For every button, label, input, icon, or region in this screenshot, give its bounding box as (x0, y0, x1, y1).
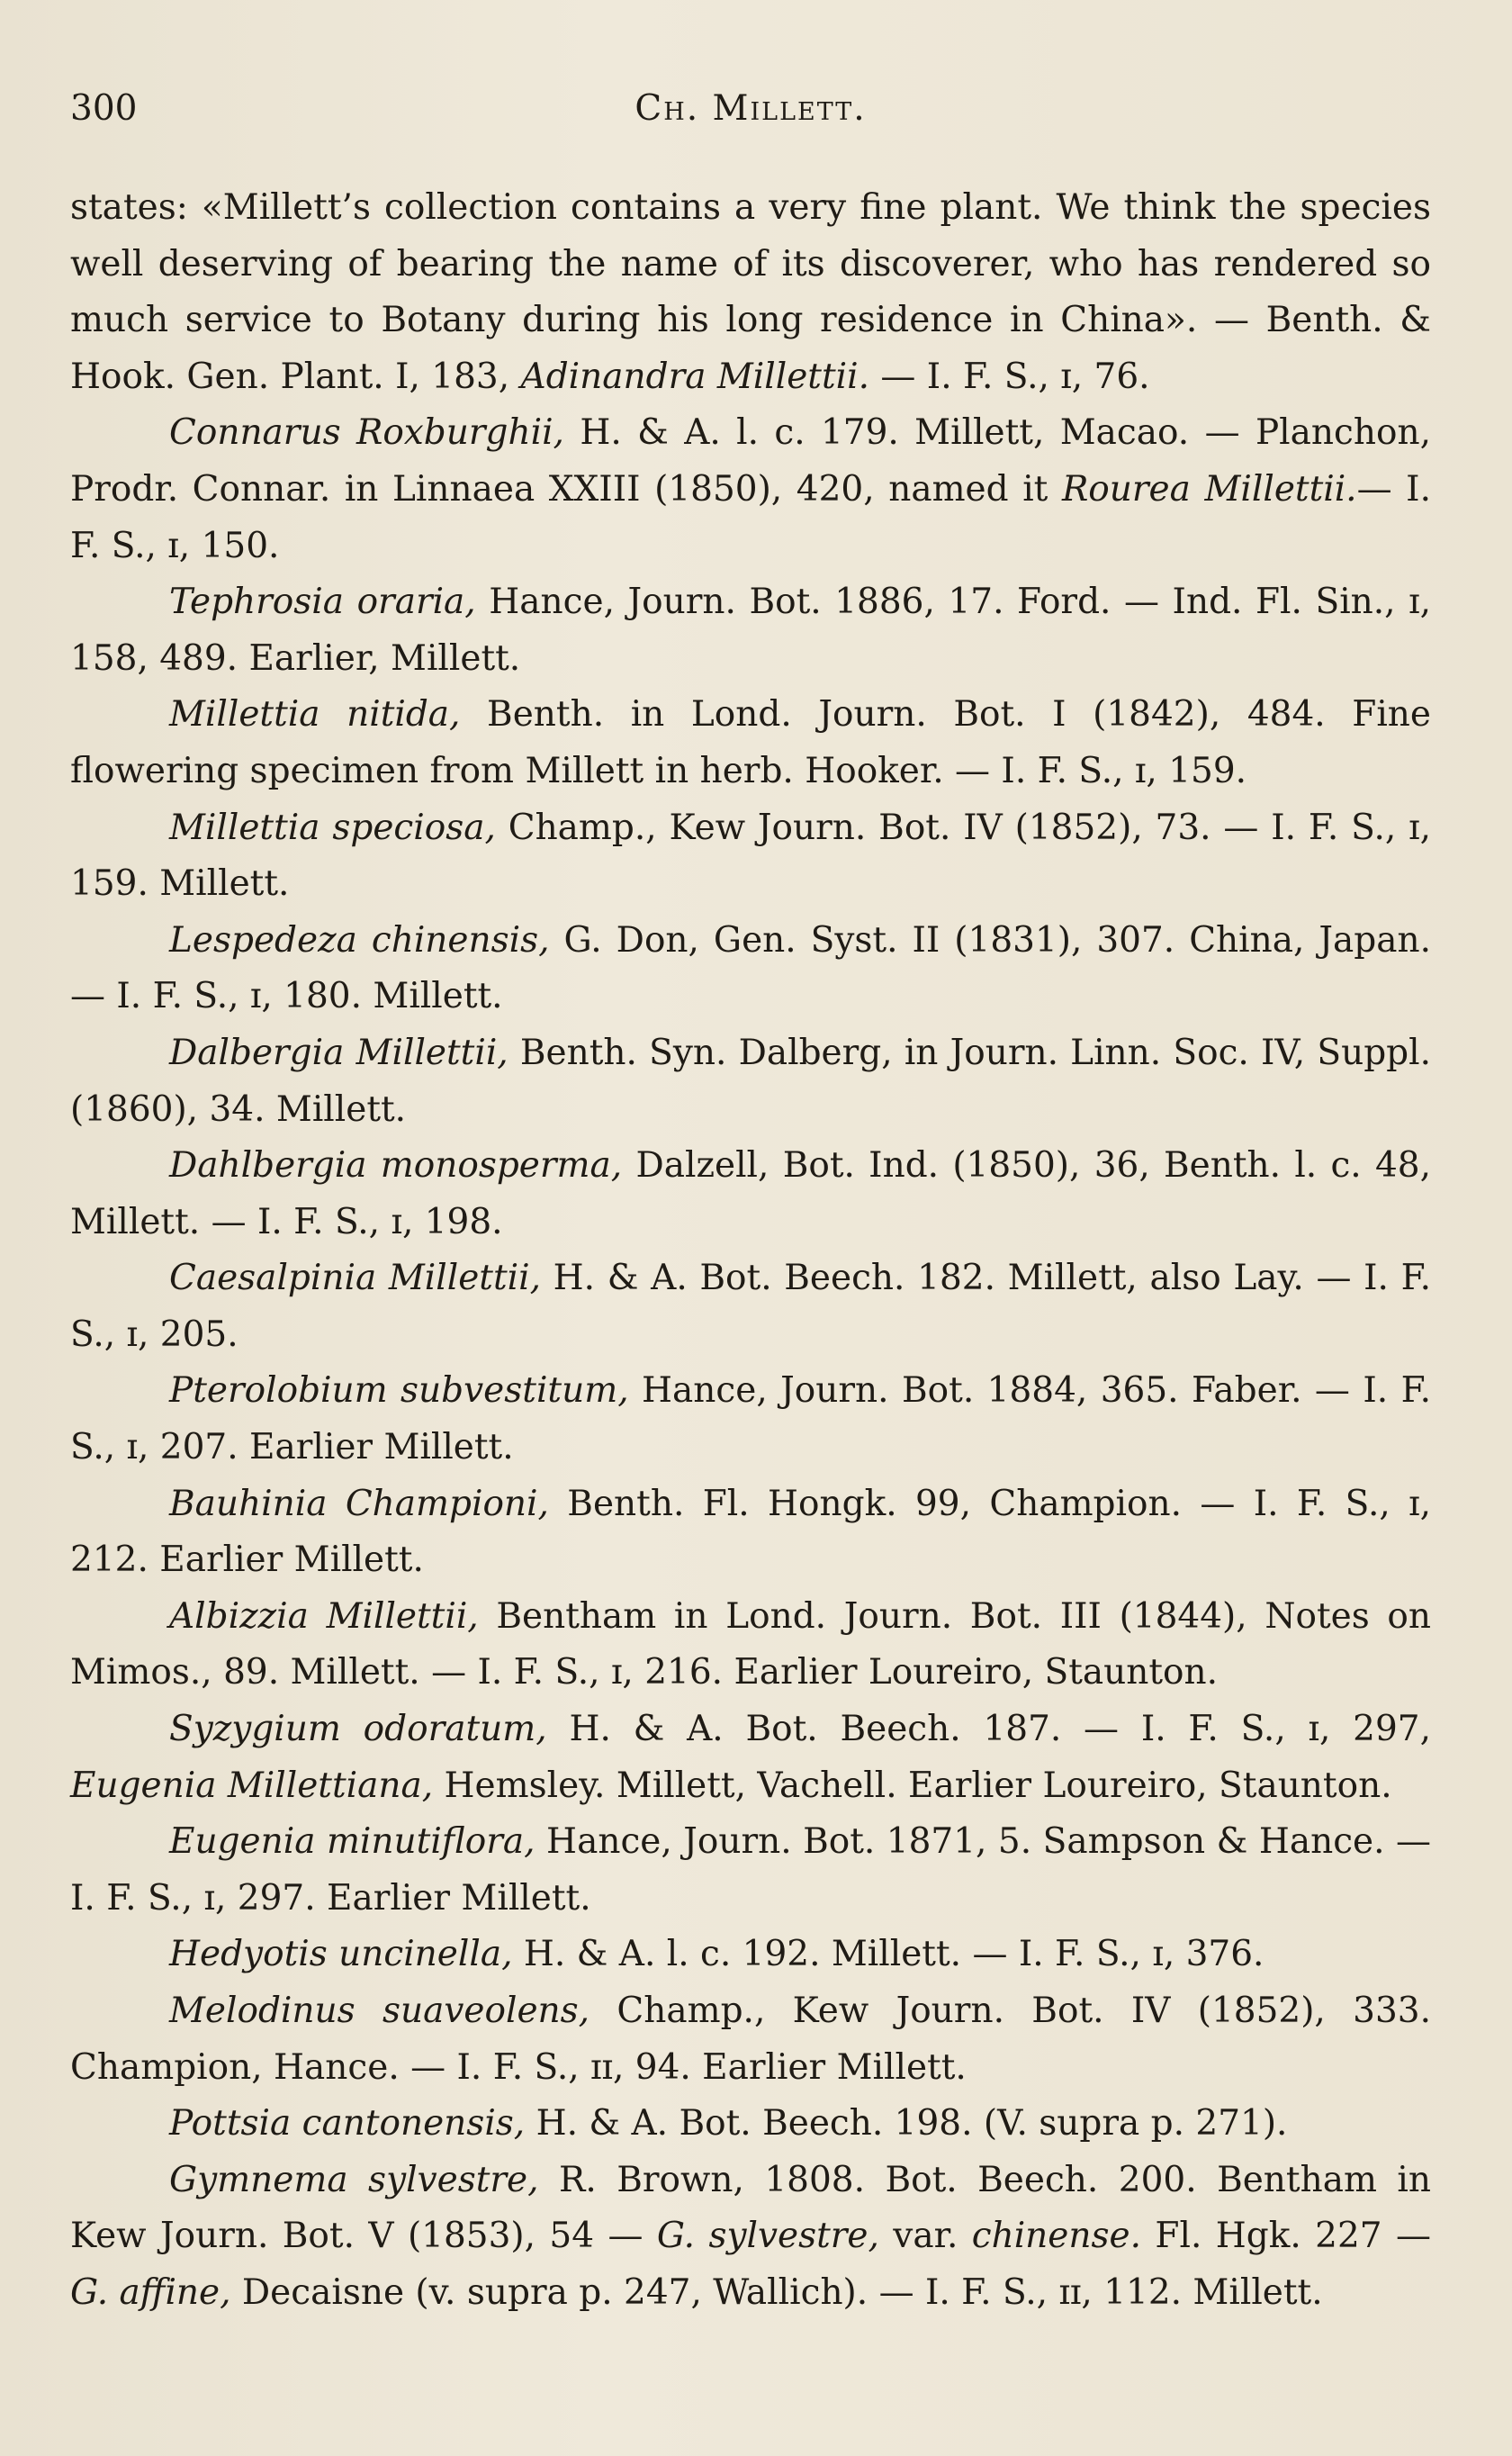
entry-15: Hedyotis uncinella, H. & A. l. c. 192. Millett. — I. F. S., ɪ, 376. (169, 1934, 1264, 1975)
species-name: Hedyotis uncinella, (169, 1934, 513, 1975)
entry-4: Millettia nitida, Benth. in Lond. Journ. Bot. I (1842), 484. Fine flowering specimen from Millett in herb. Hooker. — I. F. S., ɪ, 159. (70, 694, 1431, 791)
entry-16: Melodinus suaveolens, Champ., Kew Journ. Bot. IV (1852), 333. Champion, Hance. — I. F. S., ɪɪ, 94. Earlier Millett. (70, 1991, 1432, 2088)
entry-14: Eugenia minutiflora, Hance, Journ. Bot. 1871, 5. Sampson & Hance. — I. F. S., ɪ, 297. Earlier Millett. (70, 1821, 1431, 1919)
species-name: Millettia nitida, (169, 694, 461, 736)
entry-3: Tephrosia oraria, Hance, Journ. Bot. 1886, 17. Ford. — Ind. Fl. Sin., ɪ, 158, 489. Earlier, Millett. (70, 582, 1432, 679)
page-header (70, 88, 1431, 142)
species-name: Connarus Roxburghii, (169, 412, 564, 454)
page-number: 300 (70, 88, 138, 129)
species-name: Bauhinia Championi, (169, 1483, 549, 1524)
species-name: Pterolobium subvestitum, (169, 1370, 629, 1412)
entry-11: Bauhinia Championi, Benth. Fl. Hongk. 99, Champion. — I. F. S., ɪ, 212. Earlier Millett. (70, 1483, 1431, 1581)
species-name: Millettia speciosa, (169, 807, 496, 848)
species-name: Dalbergia Millettii, (169, 1032, 508, 1073)
entry-5: Millettia speciosa, Champ., Kew Journ. Bot. IV (1852), 73. — I. F. S., ɪ, 159. Millett. (70, 807, 1431, 905)
species-name: Caesalpinia Millettii, (169, 1258, 541, 1299)
running-head: Ch. Millett. (634, 88, 867, 129)
entry-10: Pterolobium subvestitum, Hance, Journ. Bot. 1884, 365. Faber. — I. F. S., ɪ, 207. Earlier Millett. (70, 1370, 1431, 1468)
entry-13: Syzygium odoratum, H. & A. Bot. Beech. 187. — I. F. S., ɪ, 297, Eugenia Millettiana, Hemsley. Millett, Vachell. Earlier Loureiro, Staunton. (70, 1709, 1431, 1806)
species-name: G. sylvestre, (656, 2216, 879, 2257)
species-name: Lespedeza chinensis, (169, 919, 550, 961)
species-name: Tephrosia oraria, (169, 582, 476, 623)
variety-name: chinense. (971, 2216, 1141, 2257)
species-name: Eugenia minutiflora, (169, 1821, 536, 1863)
species-name: Syzygium odoratum, (169, 1709, 547, 1750)
entry-12: Albizzia Millettii, Bentham in Lond. Journ. Bot. III (1844), Notes on Mimos., 89. Millett. — I. F. S., ɪ, 216. Earlier Loureiro, Staunton. (70, 1595, 1431, 1693)
species-name: Melodinus suaveolens, (169, 1991, 590, 2031)
species-name: Eugenia Millettiana, (70, 1765, 434, 1806)
entry-18: Gymnema sylvestre, R. Brown, 1808. Bot. Beech. 200. Bentham in Kew Journ. Bot. V (1853), 54 — G. sylvestre, var. chinense. Fl. Hgk. 227 — G. affine, Decaisne (v. supra p. 247, Wallich). — I. F. S., ɪɪ, 112. Millett. (70, 2159, 1432, 2313)
entry-8: Dahlbergia monosperma, Dalzell, Bot. Ind. (1850), 36, Benth. l. c. 48, Millett. — I. F. S., ɪ, 198. (70, 1145, 1431, 1242)
entry-2: Connarus Roxburghii, H. & A. l. c. 179. Millett, Macao. — Planchon, Prodr. Connar. in Linnaea XXIII (1850), 420, named it Rourea Millettii.— I. F. S., ɪ, 150. (70, 412, 1431, 566)
species-name: Pottsia cantonensis, (169, 2103, 526, 2144)
species-name: Gymnema sylvestre, (169, 2159, 539, 2200)
entry-7: Dalbergia Millettii, Benth. Syn. Dalberg, in Journ. Linn. Soc. IV, Suppl. (1860), 34. Millett. (70, 1032, 1431, 1130)
species-name: Rourea Millettii. (1061, 468, 1357, 510)
species-name: G. affine, (70, 2271, 231, 2313)
species-name: Albizzia Millettii, (169, 1595, 479, 1637)
entry-9: Caesalpinia Millettii, H. & A. Bot. Beech. 182. Millett, also Lay. — I. F. S., ɪ, 205. (70, 1258, 1431, 1355)
entry-17: Pottsia cantonensis, H. & A. Bot. Beech. 198. (V. supra p. 271). (169, 2103, 1288, 2144)
species-name: Adinandra Millettii. (520, 356, 869, 397)
entry-6: Lespedeza chinensis, G. Don, Gen. Syst. II (1831), 307. China, Japan. — I. F. S., ɪ, 180. Millett. (70, 919, 1431, 1017)
species-name: Dahlbergia monosperma, (169, 1145, 623, 1187)
page-body (70, 180, 1431, 2322)
entry-1: states: «Millett’s collection contains a very fine plant. We think the species well deserving of bearing the name of its discoverer, who has rendered so much service to Botany during his long residence in China». — Benth. & Hook. Gen. Plant. I, 183, Adinandra Millettii. — I. F. S., ɪ, 76. (70, 187, 1431, 397)
